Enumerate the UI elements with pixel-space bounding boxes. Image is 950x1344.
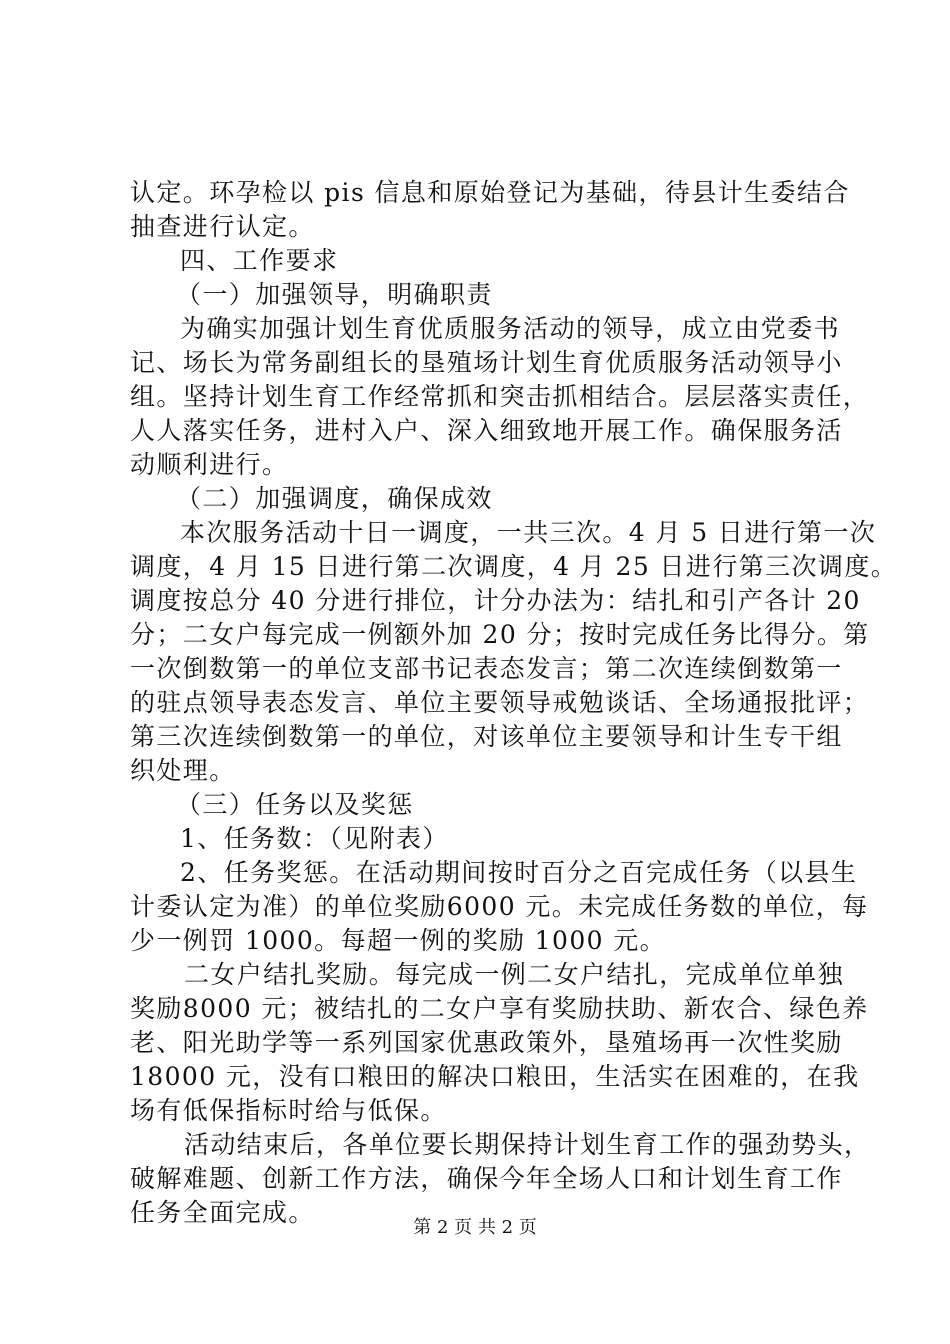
body-text-line: 认定。环孕检以 pis 信息和原始登记为基础，待县计生委结合	[130, 178, 850, 207]
body-text-line: 调度按总分 40 分进行排位，计分办法为：结扎和引产各计 20	[130, 586, 861, 615]
body-text-line: 动顺利进行。	[130, 450, 289, 479]
body-text-line: 2、任务奖惩。在活动期间按时百分之百完成任务（以县生	[180, 858, 858, 887]
page-number-footer: 第 2 页 共 2 页	[413, 1217, 537, 1238]
body-text-line: 任务全面完成。	[130, 1198, 315, 1227]
body-text-line: 少一例罚 1000。每超一例的奖励 1000 元。	[130, 926, 667, 955]
body-text-line: 18000 元，没有口粮田的解决口粮田，生活实在困难的，在我	[130, 1062, 860, 1091]
section-heading: 四、工作要求	[180, 246, 339, 275]
body-text-line: 活动结束后，各单位要长期保持计划生育工作的强劲势头，	[184, 1130, 871, 1159]
body-text-line: 的驻点领导表态发言、单位主要领导戒勉谈话、全场通报批评；	[130, 688, 870, 717]
body-text-line: 1、任务数：（见附表）	[180, 824, 449, 853]
body-text-line: 第三次连续倒数第一的单位，对该单位主要领导和计生专干组	[130, 722, 843, 751]
subsection-heading: （一）加强领导，明确职责	[176, 280, 493, 309]
body-text-line: 一次倒数第一的单位支部书记表态发言；第二次连续倒数第一	[130, 654, 843, 683]
body-text-line: 调度，4 月 15 日进行第二次调度，4 月 25 日进行第三次调度。	[130, 552, 898, 581]
body-text-line: 记、场长为常务副组长的垦殖场计划生育优质服务活动领导小	[130, 348, 843, 377]
body-text-line: 分；二女户每完成一例额外加 20 分；按时完成任务比得分。第	[130, 620, 870, 649]
body-text-line: 老、阳光助学等一系列国家优惠政策外，垦殖场再一次性奖励	[130, 1028, 843, 1057]
body-text-line: 破解难题、创新工作方法，确保今年全场人口和计划生育工作	[130, 1164, 843, 1193]
body-text-line: 织处理。	[130, 756, 236, 785]
body-text-line: 组。坚持计划生育工作经常抓和突击抓相结合。层层落实责任，	[130, 382, 870, 411]
body-text-line: 本次服务活动十日一调度，一共三次。4 月 5 日进行第一次	[180, 518, 877, 547]
body-text-line: 场有低保指标时给与低保。	[130, 1096, 447, 1125]
body-text-line: 为确实加强计划生育优质服务活动的领导，成立由党委书	[180, 314, 841, 343]
body-text-line: 奖励8000 元；被结扎的二女户享有奖励扶助、新农合、绿色养	[130, 994, 869, 1023]
body-text-line: 计委认定为准）的单位奖励6000 元。未完成任务数的单位，每	[130, 892, 869, 921]
body-text-line: 二女户结扎奖励。每完成一例二女户结扎，完成单位单独	[184, 960, 845, 989]
subsection-heading: （二）加强调度，确保成效	[176, 484, 493, 513]
body-text-line: 人人落实任务，进村入户、深入细致地开展工作。确保服务活	[130, 416, 843, 445]
subsection-heading: （三）任务以及奖惩	[176, 790, 414, 819]
body-text-line: 抽查进行认定。	[130, 212, 315, 241]
